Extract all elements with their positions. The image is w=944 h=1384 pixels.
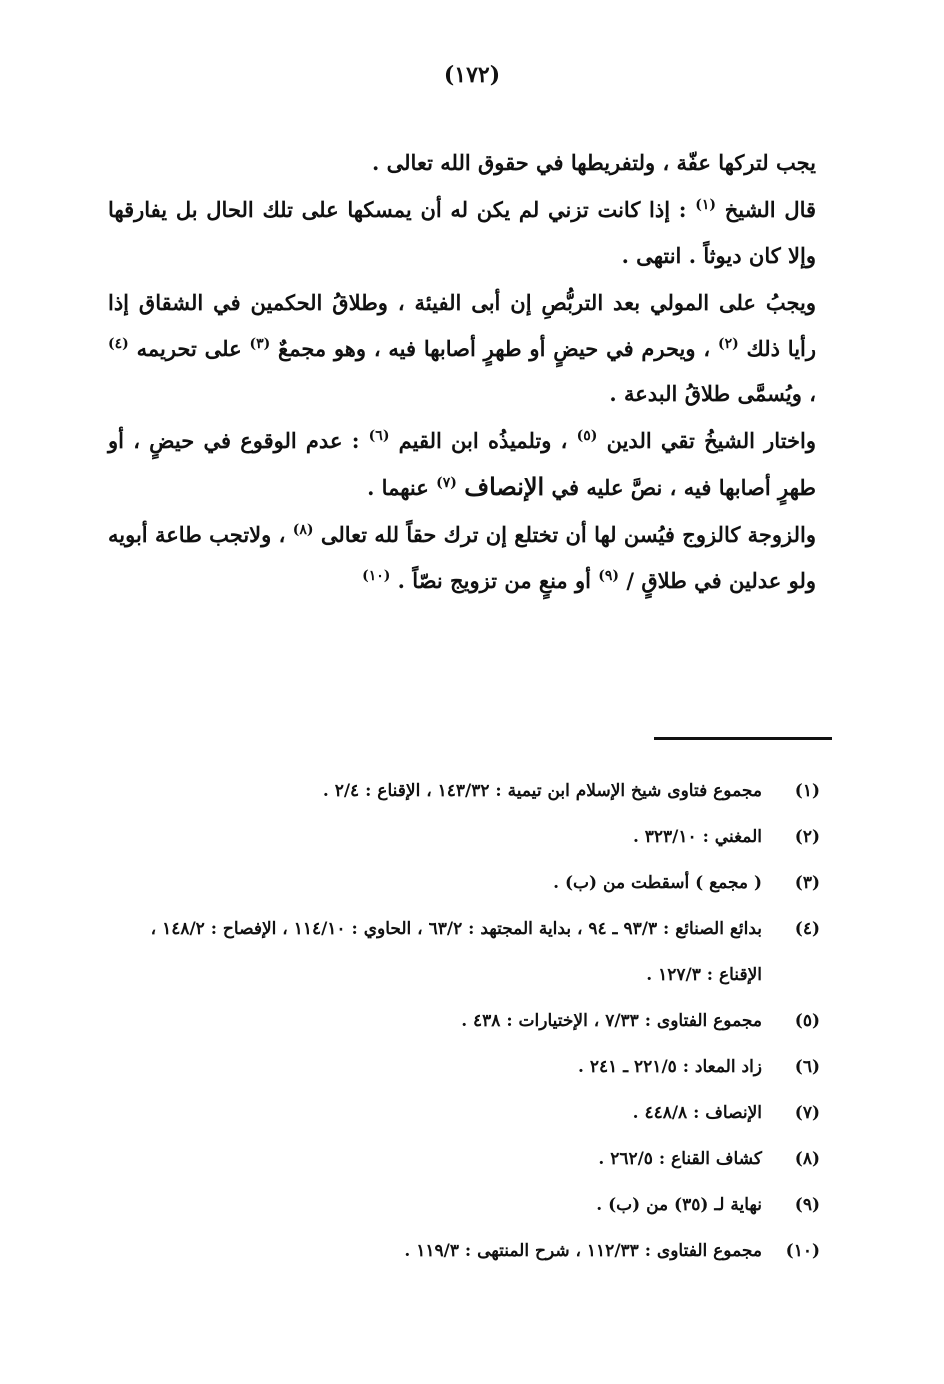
footnote-number: (٢) <box>794 827 820 847</box>
paragraph-5-text-b: ، ولاتجب طاعة أبويه ولو عدلين في طلاقٍ / <box>108 522 816 593</box>
footnote-ref-4[interactable]: (٤) <box>108 335 129 352</box>
footnote-2 <box>108 814 820 860</box>
footnote-number: (٩) <box>794 1195 820 1215</box>
footnote-text: المغني : ٣٢٣/١٠ . <box>632 827 762 847</box>
footnote-4 <box>108 906 820 998</box>
footnote-10 <box>108 1228 820 1274</box>
footnote-number: (٧) <box>794 1103 820 1123</box>
paragraph-5-text-c: أو منعٍ من تزويج نصّاً . <box>397 567 591 593</box>
footnote-number: (٣) <box>794 873 820 893</box>
footnote-ref-1[interactable]: (١) <box>695 197 717 214</box>
footnote-8 <box>108 1136 820 1182</box>
footnote-text: زاد المعاد : ٢٢١/٥ ـ ٢٤١ . <box>577 1057 762 1077</box>
footnote-number: (٥) <box>794 1011 820 1031</box>
footnote-ref-5[interactable]: (٥) <box>576 428 598 445</box>
footnote-text: مجموع الفتاوى : ٧/٣٣ ، الإختيارات : ٤٣٨ . <box>461 1011 762 1031</box>
paragraph-3-text-b: ، ويحرم في حيضٍ أو طهرٍ أصابها فيه ، وهو مجمعٌ <box>278 335 711 361</box>
footnote-text: الإنصاف : ٤٤٨/٨ . <box>632 1103 762 1123</box>
footnote-number: (١) <box>794 781 820 801</box>
footnote-number: (٦) <box>794 1057 820 1077</box>
paragraph-4-text-d: عنهما . <box>367 474 429 500</box>
footnote-ref-6[interactable]: (٦) <box>368 428 390 445</box>
footnote-text: مجموع الفتاوى : ١١٢/٣٣ ، شرح المنتهى : ١١٩/٣ . <box>404 1241 762 1261</box>
footnote-ref-7[interactable]: (٧) <box>436 474 457 491</box>
page-number: (١٧٢) <box>443 62 501 88</box>
footnote-number: (٨) <box>794 1149 820 1169</box>
footnote-9 <box>108 1182 820 1228</box>
paragraph-5 <box>108 512 816 603</box>
paragraph-3 <box>108 280 816 416</box>
footnotes-list <box>108 768 820 1274</box>
footnote-text: نهاية لـ (٣٥) من (ب) . <box>596 1195 762 1215</box>
paragraph-3-text-c: على تحريمه <box>136 335 242 361</box>
footnote-ref-10[interactable]: (١٠) <box>362 567 391 584</box>
paragraph-3-text-d: ، ويُسمَّى طلاقُ البدعة . <box>609 381 816 407</box>
paragraph-4-text-c: : عدم الوقوع في حيضٍ ، أو طهرٍ أصابها فيه ، نصَّ عليه في <box>108 428 816 500</box>
paragraph-4-text-b: ، وتلميذُه ابن القيم <box>398 428 568 454</box>
footnote-1 <box>108 768 820 814</box>
paragraph-1 <box>108 140 816 185</box>
footnote-number: (١٠) <box>785 1241 820 1261</box>
paragraph-5-text-a: والزوجة كالزوج فيُسن لها أن تختلع إن ترك حقاً لله تعالى <box>320 522 817 548</box>
footnote-3 <box>108 860 820 906</box>
paragraph-4-text-a: واختار الشيخُ تقي الدين <box>606 428 816 454</box>
footnote-6 <box>108 1044 820 1090</box>
book-title-insaf: الإنصاف <box>464 471 545 501</box>
footnote-text: مجموع فتاوى شيخ الإسلام ابن تيمية : ١٤٣/٣٢ ، الإقناع : ٢/٤ . <box>322 781 762 801</box>
footnote-ref-9[interactable]: (٩) <box>598 567 620 584</box>
footnote-ref-8[interactable]: (٨) <box>292 522 314 539</box>
footnote-text: ( مجمع ) أسقطت من (ب) . <box>553 873 762 893</box>
footnote-number: (٤) <box>794 919 820 939</box>
paragraph-1-text: يجب لتركها عفّة ، ولتفريطها في حقوق الله تعالى . <box>372 150 816 175</box>
footnote-divider <box>654 737 832 740</box>
paragraph-2-text-a: قال الشيخ <box>724 197 817 223</box>
footnote-7 <box>108 1090 820 1136</box>
paragraph-2-text-b: : إذا كانت تزني لم يكن له أن يمسكها على تلك الحال بل يفارقها وإلا كان ديوثاً . انتهى . <box>108 197 816 268</box>
paragraph-4 <box>108 418 816 510</box>
footnote-text: بدائع الصنائع : ٩٣/٣ ـ ٩٤ ، بداية المجتهد : ٦٣/٢ ، الحاوي : ١١٤/١٠ ، الإفصاح : ١٤٨/٢ ، الإقناع : ١٢٧/٣ . <box>150 919 762 985</box>
footnote-ref-3[interactable]: (٣) <box>249 335 271 352</box>
paragraph-3-text-a: ويجبُ على المولي بعد التربُّصِ إن أبى الفيئة ، وطلاقُ الحكمين في الشقاق إذا رأيا ذلك <box>108 290 817 361</box>
main-text <box>108 140 816 603</box>
footnote-5 <box>108 998 820 1044</box>
footnote-ref-2[interactable]: (٢) <box>717 335 739 352</box>
paragraph-2 <box>108 187 816 278</box>
footnote-text: كشاف القناع : ٢٦٢/٥ . <box>598 1149 762 1169</box>
